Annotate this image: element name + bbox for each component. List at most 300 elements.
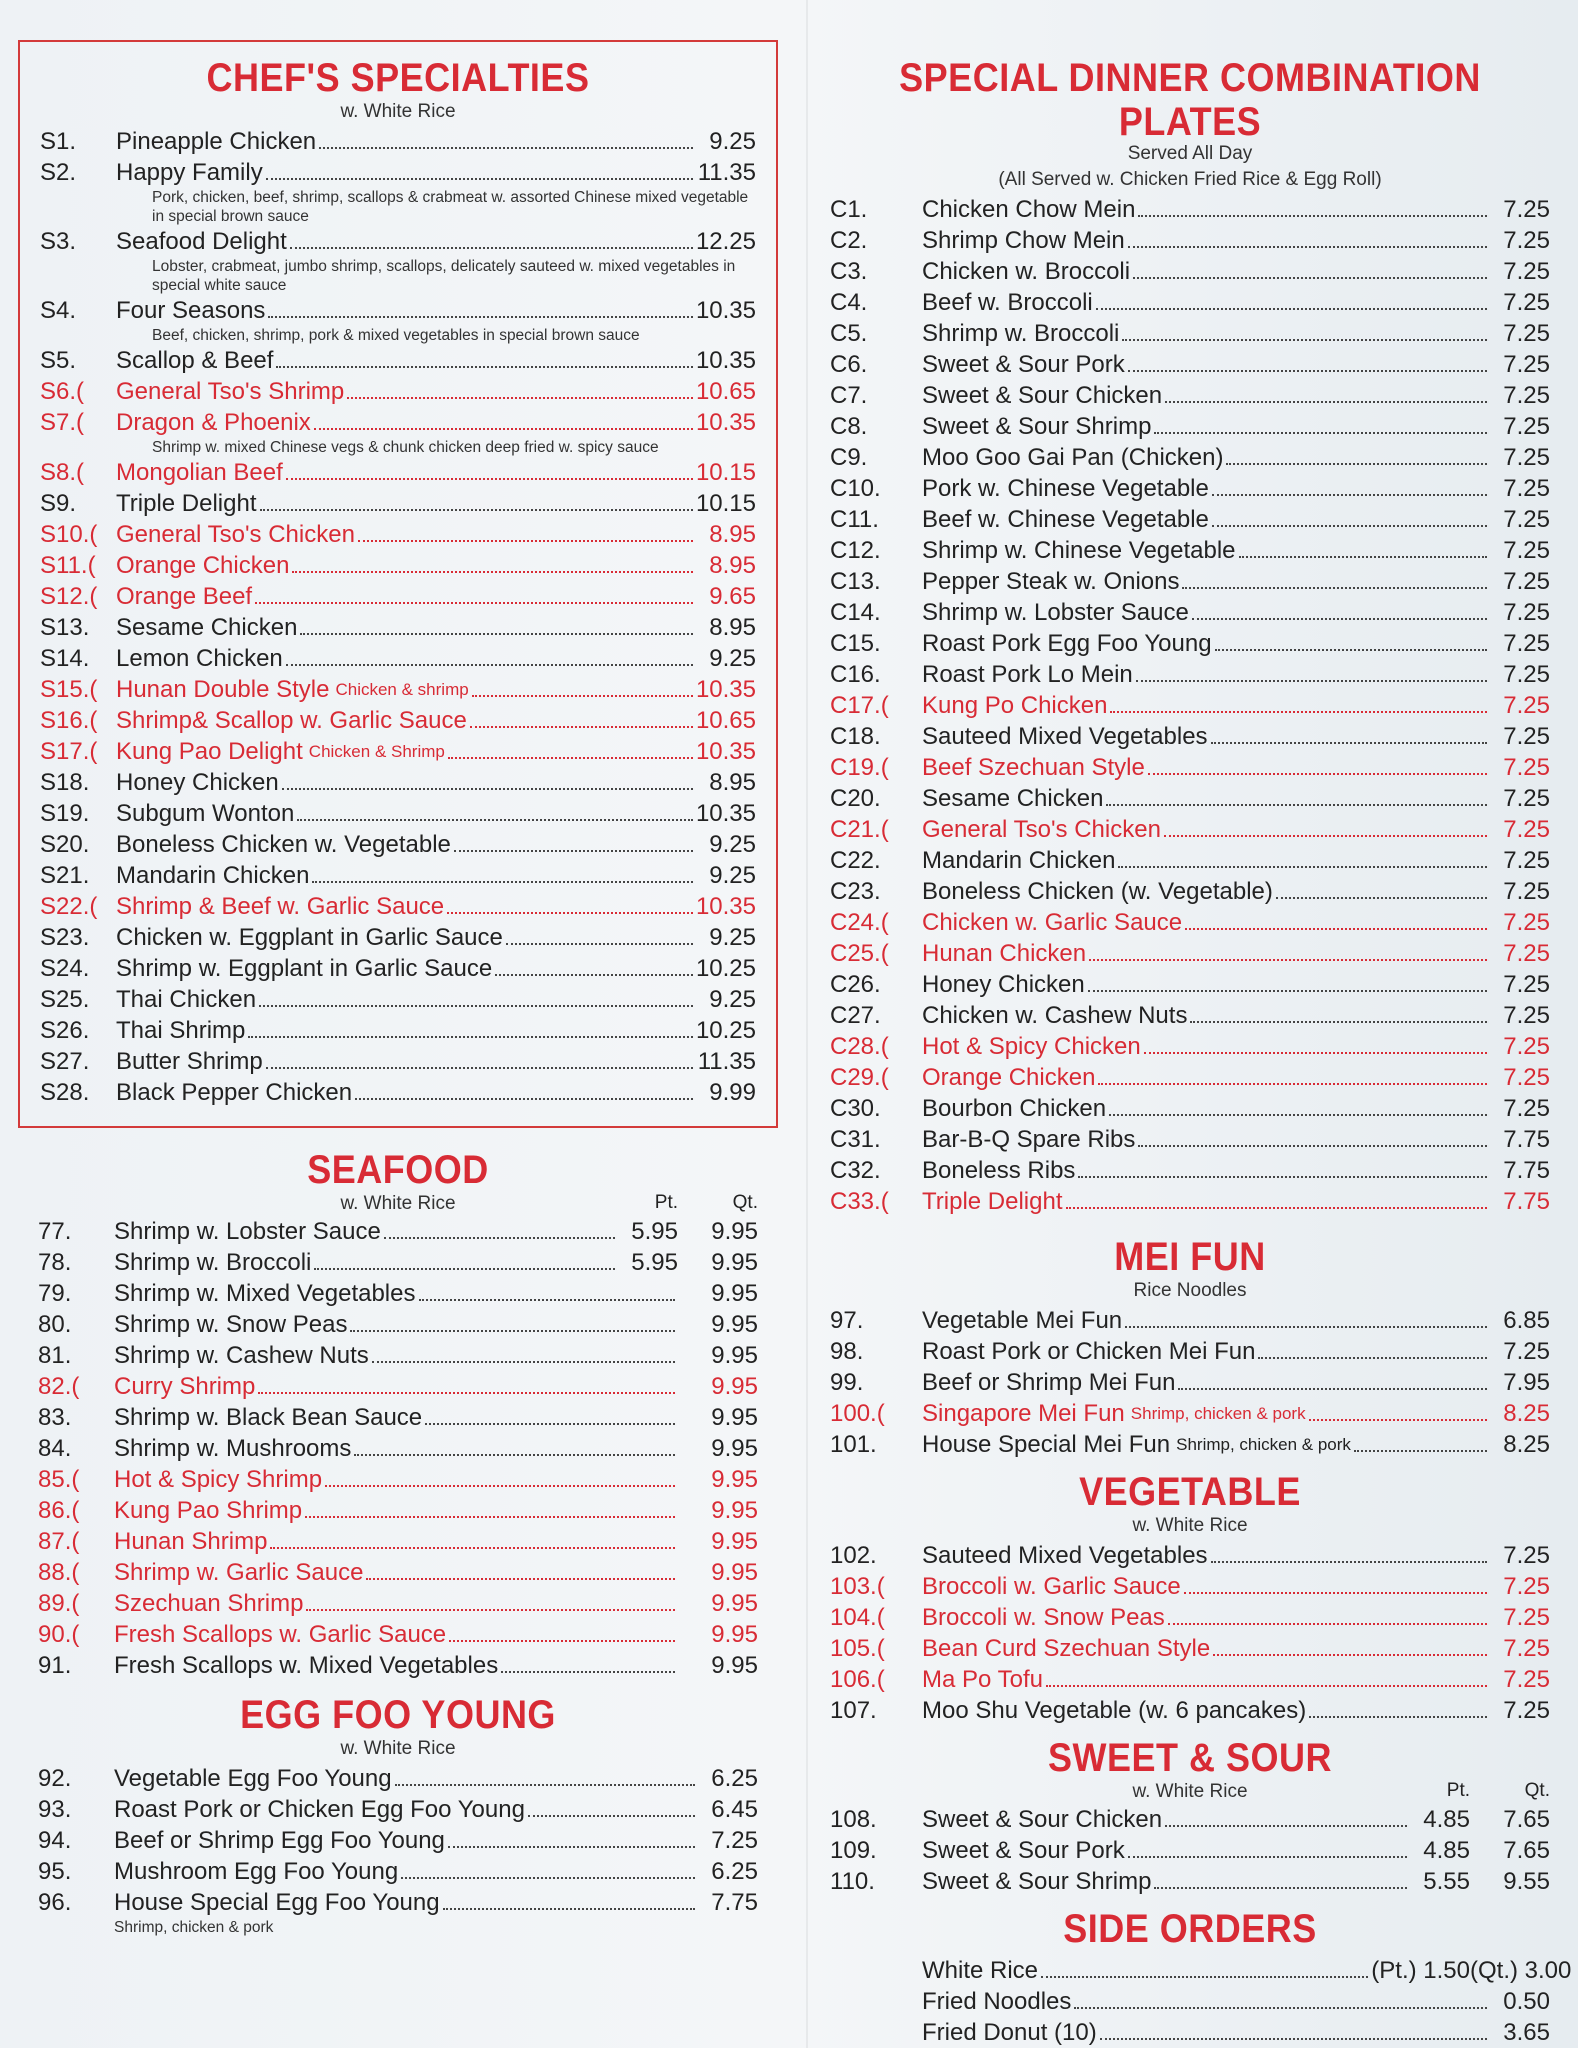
- item-price: 6.85: [1503, 1307, 1550, 1334]
- item-number: C18.: [830, 723, 881, 750]
- item-number: S2.: [40, 159, 77, 186]
- item-price: 7.25: [1503, 785, 1550, 812]
- menu-item-row: [40, 922, 756, 953]
- item-number: 85.(: [38, 1466, 80, 1493]
- dot-leader: [1182, 587, 1487, 589]
- dot-leader: [355, 1098, 693, 1100]
- item-number: 104.(: [830, 1604, 885, 1631]
- item-name: White Rice: [922, 1957, 1039, 1984]
- item-number: C5.: [830, 320, 868, 347]
- item-number: 97.: [830, 1307, 864, 1334]
- item-price: 7.25: [1503, 1002, 1550, 1029]
- right-column: [830, 54, 1572, 2048]
- page-fold: [806, 0, 808, 2048]
- menu-item-row: [830, 721, 1550, 752]
- item-price: 7.25: [1503, 971, 1550, 998]
- item-price: 7.65: [1503, 1837, 1550, 1864]
- item-price: 11.35: [697, 1048, 756, 1075]
- mei-fun-title: MEI FUN: [1114, 1233, 1266, 1279]
- menu-item-row: [38, 1588, 758, 1619]
- dot-leader: [1106, 804, 1487, 806]
- dot-leader: [1213, 1654, 1487, 1656]
- dot-leader: [259, 1005, 693, 1007]
- dot-leader: [292, 571, 693, 573]
- item-name: Roast Pork or Chicken Egg Foo Young: [114, 1796, 525, 1823]
- item-note: Beef, chicken, shrimp, pork & mixed vegetables in special brown sauce: [152, 327, 640, 344]
- item-number: 89.(: [38, 1590, 80, 1617]
- dot-leader: [1239, 556, 1487, 558]
- menu-item-row: [830, 256, 1550, 287]
- dot-leader: [270, 1547, 675, 1549]
- item-number: S1.: [40, 128, 77, 155]
- menu-item-row: [40, 519, 756, 550]
- item-price: 10.15: [695, 459, 756, 486]
- item-price: 8.95: [709, 521, 756, 548]
- item-price: 7.25: [1503, 1064, 1550, 1091]
- dot-leader: [1178, 1388, 1487, 1390]
- item-number: 87.(: [38, 1528, 80, 1555]
- item-number: C20.: [830, 785, 881, 812]
- dot-leader: [1074, 2007, 1487, 2009]
- item-number: C17.(: [830, 692, 889, 719]
- item-price-pint: 5.95: [631, 1218, 678, 1245]
- menu-item-row: [38, 1794, 758, 1825]
- item-price: 9.95: [711, 1435, 758, 1462]
- item-number: S7.(: [40, 409, 85, 436]
- item-price: 9.65: [709, 583, 756, 610]
- item-number: C23.: [830, 878, 881, 905]
- item-price: 7.65: [1503, 1806, 1550, 1833]
- menu-item-row: [40, 798, 756, 829]
- item-number: 106.(: [830, 1666, 885, 1693]
- menu-item-row: [830, 1804, 1550, 1835]
- menu-item-row: [830, 1540, 1550, 1571]
- item-name: Roast Pork Egg Foo Young: [922, 630, 1212, 657]
- item-name: Shrimp w. Mixed Vegetables: [114, 1280, 416, 1307]
- dot-leader: [1109, 1114, 1487, 1116]
- seafood-list: [38, 1216, 758, 1681]
- item-name: Shrimp Chow Mein: [922, 227, 1125, 254]
- item-name: Mandarin Chicken: [922, 847, 1116, 874]
- item-name: Hunan Shrimp: [114, 1528, 268, 1555]
- item-number: C19.(: [830, 754, 889, 781]
- item-number: 83.: [38, 1404, 72, 1431]
- item-price-pint: 5.95: [631, 1249, 678, 1276]
- item-number: 82.(: [38, 1373, 80, 1400]
- item-name: Shrimp w. Garlic Sauce: [114, 1559, 364, 1586]
- item-name: Sweet & Sour Shrimp: [922, 413, 1152, 440]
- item-name: House Special Egg Foo Young: [114, 1889, 440, 1916]
- item-price: 10.65: [695, 707, 756, 734]
- item-price: 7.25: [1503, 1635, 1550, 1662]
- dot-leader: [1088, 990, 1487, 992]
- menu-item-row: [830, 1633, 1550, 1664]
- menu-item-row: [40, 126, 756, 157]
- item-number: 98.: [830, 1338, 864, 1365]
- item-price: (Qt.) 3.00: [1470, 1957, 1572, 1984]
- item-number: C7.: [830, 382, 868, 409]
- menu-item-row: [830, 1124, 1550, 1155]
- item-price: 7.25: [1503, 227, 1550, 254]
- item-number: 108.: [830, 1806, 877, 1833]
- item-price: 7.25: [1503, 630, 1550, 657]
- menu-item-row: [830, 690, 1550, 721]
- mei-fun-list: [830, 1305, 1550, 1460]
- item-name: Ma Po Tofu: [922, 1666, 1043, 1693]
- item-name: Fresh Scallops w. Garlic Sauce: [114, 1621, 447, 1648]
- dot-leader: [1226, 463, 1487, 465]
- dot-leader: [305, 1516, 675, 1518]
- dot-leader: [454, 850, 693, 852]
- menu-item-row: [830, 1031, 1550, 1062]
- menu-item-row: [830, 1062, 1550, 1093]
- item-price: 8.95: [709, 552, 756, 579]
- item-name: Triple Delight: [116, 490, 257, 517]
- item-price: 9.95: [711, 1497, 758, 1524]
- item-name: Bean Curd Szechuan Style: [922, 1635, 1211, 1662]
- dot-leader: [266, 1067, 693, 1069]
- item-price: 9.95: [711, 1652, 758, 1679]
- dot-leader: [258, 1392, 675, 1394]
- item-number: S27.: [40, 1048, 90, 1075]
- item-price: 10.35: [695, 893, 756, 920]
- item-number: C29.(: [830, 1064, 889, 1091]
- item-number: S19.: [40, 800, 90, 827]
- menu-item-row: [38, 1495, 758, 1526]
- menu-item-row: [830, 442, 1550, 473]
- dot-leader: [1144, 1052, 1487, 1054]
- item-price: 7.25: [1503, 692, 1550, 719]
- menu-item-row: [38, 1464, 758, 1495]
- left-column: [18, 40, 778, 1937]
- egg-foo-young-section: [18, 1691, 778, 1937]
- menu-item-row: [830, 1336, 1550, 1367]
- item-name: Mandarin Chicken: [116, 862, 310, 889]
- item-price: 7.25: [1503, 1697, 1550, 1724]
- dot-leader: [1165, 1825, 1407, 1827]
- item-number: S26.: [40, 1017, 90, 1044]
- dot-leader: [448, 1846, 695, 1848]
- item-number: 88.(: [38, 1559, 80, 1586]
- item-name: Beef w. Chinese Vegetable: [922, 506, 1209, 533]
- menu-item-row: [38, 1526, 758, 1557]
- dot-leader: [449, 1640, 675, 1642]
- item-price: 10.65: [695, 378, 756, 405]
- dot-leader: [1309, 1419, 1487, 1421]
- item-price: 10.35: [695, 347, 756, 374]
- menu-item-row: [40, 891, 756, 922]
- vegetable-title: VEGETABLE: [1079, 1468, 1301, 1514]
- item-name: Lemon Chicken: [116, 645, 283, 672]
- item-name: Mongolian Beef: [116, 459, 283, 486]
- item-description: Shrimp, chicken & pork: [1176, 1435, 1351, 1454]
- item-number: C24.(: [830, 909, 889, 936]
- item-name: Broccoli w. Garlic Sauce: [922, 1573, 1181, 1600]
- item-price: 9.95: [711, 1280, 758, 1307]
- item-number: C15.: [830, 630, 881, 657]
- item-note: Shrimp w. mixed Chinese vegs & chunk chicken deep fried w. spicy sauce: [152, 439, 659, 456]
- item-number: C11.: [830, 506, 879, 533]
- item-number: S3.: [40, 228, 77, 255]
- item-price: 9.95: [711, 1249, 758, 1276]
- menu-item-row: [830, 1986, 1550, 2017]
- menu-item-row: [830, 1367, 1550, 1398]
- item-number: C27.: [830, 1002, 881, 1029]
- item-number: S5.: [40, 347, 77, 374]
- quart-label: Qt.: [732, 1192, 758, 1213]
- menu-item-row: [830, 1398, 1550, 1429]
- item-name: Shrimp w. Cashew Nuts: [114, 1342, 369, 1369]
- item-number: C14.: [830, 599, 881, 626]
- dot-leader: [1276, 897, 1487, 899]
- item-name: Thai Shrimp: [116, 1017, 246, 1044]
- item-number: C3.: [830, 258, 868, 285]
- item-price: 7.25: [1503, 847, 1550, 874]
- dot-leader: [1154, 1887, 1407, 1889]
- item-name: Broccoli w. Snow Peas: [922, 1604, 1165, 1631]
- menu-item-row: [38, 1402, 758, 1433]
- menu-item-row: [830, 597, 1550, 628]
- item-number: C22.: [830, 847, 881, 874]
- item-name: Boneless Chicken w. Vegetable: [116, 831, 451, 858]
- menu-item-row: [40, 457, 756, 488]
- item-name: Shrimp & Beef w. Garlic Sauce: [116, 893, 445, 920]
- item-price: 6.25: [711, 1765, 758, 1792]
- menu-item-row: [830, 659, 1550, 690]
- item-name: Singapore Mei Fun: [922, 1400, 1125, 1427]
- seafood-title: SEAFOOD: [307, 1146, 489, 1192]
- item-number: 80.: [38, 1311, 72, 1338]
- menu-item-row: [40, 407, 756, 438]
- menu-item-row: [830, 814, 1550, 845]
- sweet-sour-subtitle: w. White Rice: [1132, 1781, 1248, 1802]
- item-number: S23.: [40, 924, 90, 951]
- menu-item-row: [830, 380, 1550, 411]
- menu-item-row: [830, 225, 1550, 256]
- item-price: 9.95: [711, 1590, 758, 1617]
- dot-leader: [1125, 1326, 1487, 1328]
- chefs-specialties-box: [18, 40, 778, 1128]
- dot-leader: [1212, 525, 1487, 527]
- menu-item-row: [40, 345, 756, 376]
- item-price: 8.25: [1503, 1400, 1550, 1427]
- menu-item-row: [830, 1429, 1550, 1460]
- menu-item-row: [38, 1216, 758, 1247]
- egg-foo-young-list: [38, 1763, 758, 1937]
- item-number: 99.: [830, 1369, 864, 1396]
- dot-leader: [255, 602, 693, 604]
- menu-item-row: [40, 674, 756, 705]
- egg-foo-young-title: EGG FOO YOUNG: [240, 1691, 556, 1737]
- item-price: 8.95: [709, 769, 756, 796]
- dot-leader: [1164, 835, 1487, 837]
- dot-leader: [1046, 1685, 1487, 1687]
- pint-label: Pt.: [1446, 1780, 1470, 1801]
- item-name: Hot & Spicy Chicken: [922, 1033, 1141, 1060]
- item-number: S10.(: [40, 521, 98, 548]
- menu-item-row: [38, 1340, 758, 1371]
- item-name: Mushroom Egg Foo Young: [114, 1858, 399, 1885]
- dot-leader: [1098, 1083, 1487, 1085]
- menu-item-row: [38, 1557, 758, 1588]
- dot-leader: [1096, 308, 1487, 310]
- item-name: Subgum Wonton: [116, 800, 295, 827]
- menu-item-row: [40, 984, 756, 1015]
- menu-item-row: [40, 860, 756, 891]
- menu-item-row: [38, 1619, 758, 1650]
- item-number: 78.: [38, 1249, 72, 1276]
- seafood-subtitle: w. White Rice: [340, 1193, 456, 1214]
- item-number: C28.(: [830, 1033, 889, 1060]
- dot-leader: [1354, 1450, 1487, 1452]
- item-name: Boneless Ribs: [922, 1157, 1076, 1184]
- item-name: Orange Beef: [116, 583, 253, 610]
- item-number: S28.: [40, 1079, 90, 1106]
- menu-item-row: [40, 1077, 756, 1108]
- item-price: 7.25: [1503, 1666, 1550, 1693]
- dot-leader: [372, 1361, 675, 1363]
- item-name: Kung Pao Shrimp: [114, 1497, 303, 1524]
- item-name: Hunan Chicken: [922, 940, 1087, 967]
- item-name: Thai Chicken: [116, 986, 257, 1013]
- item-name: Sweet & Sour Pork: [922, 1837, 1125, 1864]
- item-price: 12.25: [695, 228, 756, 255]
- mei-fun-subtitle: Rice Noodles: [1133, 1280, 1247, 1301]
- menu-item-row: [40, 829, 756, 860]
- item-price-pint: 5.55: [1423, 1868, 1470, 1895]
- dot-leader: [1122, 339, 1487, 341]
- item-name: Curry Shrimp: [114, 1373, 256, 1400]
- dot-leader: [1258, 1357, 1487, 1359]
- combination-plates-title: SPECIAL DINNER COMBINATION PLATES: [899, 54, 1481, 144]
- item-note: Lobster, crabmeat, jumbo shrimp, scallops, delicately sauteed w. mixed vegetables in special white sauce: [152, 258, 736, 294]
- item-name: Sweet & Sour Chicken: [922, 1806, 1163, 1833]
- item-price: 9.95: [711, 1559, 758, 1586]
- item-name: General Tso's Shrimp: [116, 378, 345, 405]
- dot-leader: [1110, 711, 1487, 713]
- item-number: S16.(: [40, 707, 98, 734]
- menu-item-row: [40, 226, 756, 257]
- dot-leader: [506, 943, 693, 945]
- item-price-pint: 4.85: [1423, 1837, 1470, 1864]
- dot-leader: [384, 1237, 615, 1239]
- item-price: 9.25: [709, 862, 756, 889]
- chefs-specialties-title: CHEF'S SPECIALTIES: [206, 54, 590, 100]
- item-price: 7.25: [1503, 1095, 1550, 1122]
- item-number: S24.: [40, 955, 90, 982]
- menu-item-row: [830, 2017, 1550, 2048]
- dot-leader: [1138, 1145, 1487, 1147]
- item-number: S22.(: [40, 893, 98, 920]
- item-price: 9.95: [711, 1373, 758, 1400]
- sweet-sour-section: [830, 1734, 1550, 1897]
- dot-leader: [1168, 1623, 1487, 1625]
- dot-leader: [1192, 618, 1487, 620]
- chefs-specialties-subtitle: w. White Rice: [340, 101, 456, 122]
- item-price: 9.25: [709, 645, 756, 672]
- mei-fun-section: [830, 1233, 1550, 1460]
- menu-item-row: [830, 1155, 1550, 1186]
- dot-leader: [319, 147, 693, 149]
- item-number: 93.: [38, 1796, 72, 1823]
- dot-leader: [395, 1784, 695, 1786]
- dot-leader: [350, 1330, 675, 1332]
- item-name: Orange Chicken: [116, 552, 290, 579]
- item-price: 8.95: [709, 614, 756, 641]
- item-number: 79.: [38, 1280, 72, 1307]
- item-name: Shrimp w. Broccoli: [922, 320, 1120, 347]
- item-note: Pork, chicken, beef, shrimp, scallops & crabmeat w. assorted Chinese mixed vegetable in special brown sauce: [152, 189, 749, 225]
- dot-leader: [300, 633, 693, 635]
- menu-item-row: [40, 767, 756, 798]
- item-name: Shrimp w. Eggplant in Garlic Sauce: [116, 955, 493, 982]
- item-number: C26.: [830, 971, 881, 998]
- dot-leader: [495, 974, 693, 976]
- menu-item-row: [40, 736, 756, 767]
- dot-leader: [1041, 1976, 1368, 1978]
- item-name: Beef or Shrimp Egg Foo Young: [114, 1827, 445, 1854]
- menu-item-row: [830, 473, 1550, 504]
- item-name: Triple Delight: [922, 1188, 1063, 1215]
- dot-leader: [1089, 959, 1487, 961]
- dot-leader: [1190, 1021, 1487, 1023]
- dot-leader: [306, 1609, 675, 1611]
- dot-leader: [1165, 401, 1487, 403]
- item-number: 109.: [830, 1837, 877, 1864]
- quart-label: Qt.: [1524, 1780, 1550, 1801]
- item-price: 9.95: [711, 1218, 758, 1245]
- item-price: 7.25: [1503, 816, 1550, 843]
- menu-item-row: [40, 1046, 756, 1077]
- dot-leader: [314, 1268, 615, 1270]
- menu-item-row: [38, 1278, 758, 1309]
- dot-leader: [248, 1036, 693, 1038]
- item-number: S6.(: [40, 378, 85, 405]
- sweet-sour-title: SWEET & SOUR: [1047, 1734, 1332, 1780]
- egg-foo-young-subtitle: w. White Rice: [340, 1738, 456, 1759]
- side-orders-title: SIDE ORDERS: [1063, 1905, 1317, 1951]
- item-number: C16.: [830, 661, 881, 688]
- item-name: Four Seasons: [116, 297, 266, 324]
- vegetable-list: [830, 1540, 1550, 1726]
- menu-item-row: [830, 1602, 1550, 1633]
- item-number: 92.: [38, 1765, 72, 1792]
- dot-leader: [286, 664, 693, 666]
- menu-item-row: [830, 1955, 1572, 1986]
- dot-leader: [314, 428, 693, 430]
- item-price: 7.25: [1503, 1338, 1550, 1365]
- item-price: 9.95: [711, 1621, 758, 1648]
- dot-leader: [1136, 680, 1487, 682]
- item-price: 6.25: [711, 1858, 758, 1885]
- dot-leader: [366, 1578, 675, 1580]
- item-name: Kung Pao Delight: [116, 738, 303, 765]
- item-price: 7.25: [1503, 1573, 1550, 1600]
- dot-leader: [1211, 742, 1487, 744]
- item-number: S14.: [40, 645, 90, 672]
- item-number: C25.(: [830, 940, 889, 967]
- item-number: S21.: [40, 862, 90, 889]
- seafood-size-headers: [598, 1192, 758, 1214]
- item-price: 9.55: [1503, 1868, 1550, 1895]
- dot-leader: [470, 726, 693, 728]
- item-price: 10.35: [695, 800, 756, 827]
- dot-leader: [312, 881, 693, 883]
- item-price: 10.25: [695, 1017, 756, 1044]
- menu-item-row: [40, 612, 756, 643]
- item-name: General Tso's Chicken: [116, 521, 355, 548]
- item-price: 7.75: [711, 1889, 758, 1916]
